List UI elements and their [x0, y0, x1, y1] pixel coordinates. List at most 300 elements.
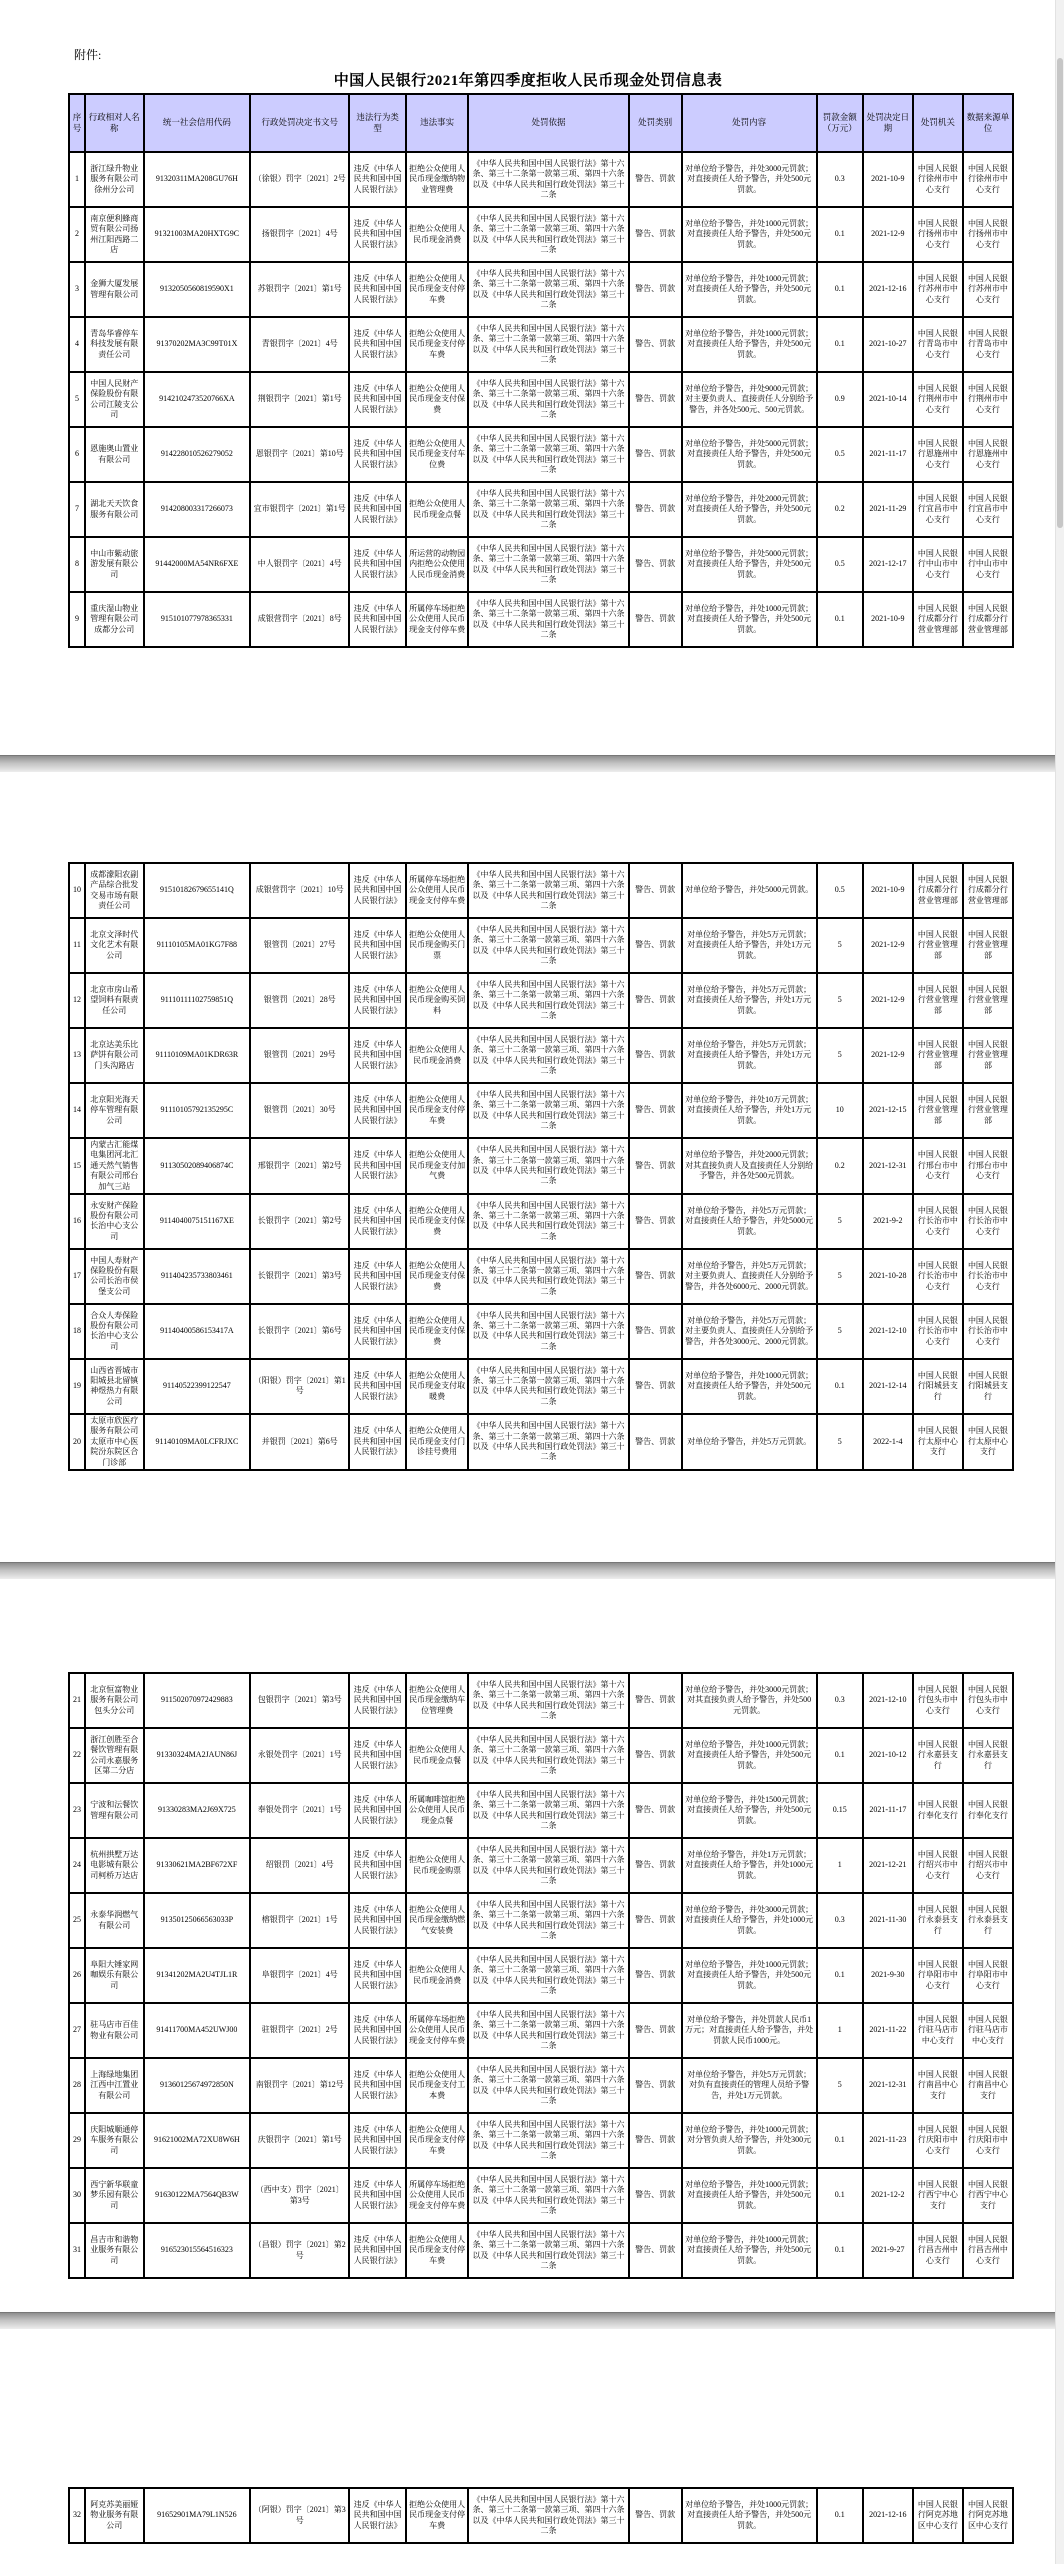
table-row: [69, 1838, 1013, 1893]
cell-category: 警告、罚款: [629, 1359, 682, 1414]
cell-doc-number: 荆银罚字〔2021〕第1号: [250, 372, 349, 427]
cell-amount: 0.15: [817, 1783, 863, 1838]
table-row: [69, 1783, 1013, 1838]
cell-organ: 中国人民银行长治市中心支行: [913, 1194, 963, 1249]
cell-name: 宁波和沄餐饮管理有限公司: [85, 1783, 144, 1838]
cell-violation-type: 违反《中华人民共和国中国人民银行法》: [349, 1783, 406, 1838]
cell-amount: 1: [817, 1838, 863, 1893]
cell-credit-code: 91330283MA2J69X725: [144, 1783, 251, 1838]
cell-content: 对单位给予警告，并处1000元罚款；对直接责任人给予警告，并处500元罚款。: [682, 2488, 817, 2543]
table-row: [69, 1138, 1013, 1194]
cell-basis: 《中华人民共和国中国人民银行法》第十六条、第三十二条第一款第三项、第四十六条以及《中华人民共和国行政处罚法》第三十二条: [468, 1138, 628, 1194]
cell-content: 对单位给予警告，并处5000元罚款；对直接责任人给予警告，并处500元罚款。: [682, 427, 817, 482]
table-row: [69, 537, 1013, 592]
scrollbar-thumb[interactable]: [1057, 58, 1063, 528]
cell-index: 31: [69, 2223, 85, 2278]
table-row: [69, 372, 1013, 427]
cell-index: 25: [69, 1893, 85, 1948]
cell-amount: 0.9: [817, 372, 863, 427]
cell-index: 24: [69, 1838, 85, 1893]
cell-date: 2021-12-14: [863, 1359, 913, 1414]
page-1: [0, 0, 1056, 755]
cell-credit-code: 911502070972429883: [144, 1673, 251, 1728]
vertical-scrollbar[interactable]: [1055, 0, 1064, 2564]
cell-credit-code: 9132050560819590X1: [144, 262, 251, 317]
cell-doc-number: 奉银处罚字〔2021〕1号: [250, 1783, 349, 1838]
cell-amount: 0.2: [817, 1138, 863, 1194]
cell-amount: 5: [817, 1194, 863, 1249]
cell-fact: 拒绝公众使用人民币现金支付取暖费: [406, 1359, 468, 1414]
column-header-fact: 违法事实: [406, 94, 468, 152]
cell-index: 20: [69, 1414, 85, 1470]
cell-amount: 5: [817, 973, 863, 1028]
cell-name: 重庆湿山物业管理有限公司成都分公司: [85, 592, 144, 647]
cell-basis: 《中华人民共和国中国人民银行法》第十六条、第三十二条第一款第三项、第四十六条以及《中华人民共和国行政处罚法》第三十二条: [468, 427, 628, 482]
cell-index: 26: [69, 1948, 85, 2003]
cell-name: 浙江绿升物业服务有限公司徐州分公司: [85, 152, 144, 207]
cell-name: 成都濛阳农副产品综合批发交易市场有限责任公司: [85, 863, 144, 918]
cell-doc-number: 并银罚〔2021〕第6号: [250, 1414, 349, 1470]
cell-date: 2021-12-10: [863, 1673, 913, 1728]
cell-content: 对单位给予警告，并处3000元罚款；对直接责任人给予警告，并处500元罚款。: [682, 152, 817, 207]
cell-date: 2021-11-30: [863, 1893, 913, 1948]
cell-index: 21: [69, 1673, 85, 1728]
cell-violation-type: 违反《中华人民共和国中国人民银行法》: [349, 372, 406, 427]
cell-credit-code: 91140109MA0LCFRJXC: [144, 1414, 251, 1470]
cell-amount: 1: [817, 2003, 863, 2058]
cell-date: 2021-12-9: [863, 973, 913, 1028]
cell-organ: 中国人民银行青岛市中心支行: [913, 317, 963, 372]
cell-category: 警告、罚款: [629, 1783, 682, 1838]
cell-category: 警告、罚款: [629, 973, 682, 1028]
cell-date: 2021-10-27: [863, 317, 913, 372]
cell-index: 29: [69, 2113, 85, 2168]
cell-name: 中国人寿财产保险股份有限公司长治市侯堡支公司: [85, 1249, 144, 1304]
cell-basis: 《中华人民共和国中国人民银行法》第十六条、第三十二条第一款第三项、第四十六条以及《中华人民共和国行政处罚法》第三十二条: [468, 2223, 628, 2278]
cell-basis: 《中华人民共和国中国人民银行法》第十六条、第三十二条第一款第三项、第四十六条以及《中华人民共和国行政处罚法》第三十二条: [468, 152, 628, 207]
cell-organ: 中国人民银行营业管理部: [913, 1083, 963, 1138]
cell-date: 2021-12-9: [863, 1028, 913, 1083]
cell-category: 警告、罚款: [629, 1893, 682, 1948]
cell-doc-number: 恩银罚字〔2021〕第10号: [250, 427, 349, 482]
cell-category: 警告、罚款: [629, 317, 682, 372]
cell-fact: 拒绝公众使用人民币现金支付工本费: [406, 2058, 468, 2113]
cell-basis: 《中华人民共和国中国人民银行法》第十六条、第三十二条第一款第三项、第四十六条以及《中华人民共和国行政处罚法》第三十二条: [468, 592, 628, 647]
cell-fact: 拒绝公众使用人民币现金支付门诊挂号费用: [406, 1414, 468, 1470]
cell-amount: 0.2: [817, 482, 863, 537]
cell-basis: 《中华人民共和国中国人民银行法》第十六条、第三十二条第一款第三项、第四十六条以及《中华人民共和国行政处罚法》第三十二条: [468, 1948, 628, 2003]
cell-index: 14: [69, 1083, 85, 1138]
cell-index: 10: [69, 863, 85, 918]
cell-category: 警告、罚款: [629, 1414, 682, 1470]
cell-fact: 拒绝公众使用人民币现金点餐: [406, 482, 468, 537]
cell-category: 警告、罚款: [629, 1304, 682, 1359]
cell-doc-number: 阜银罚字〔2021〕4号: [250, 1948, 349, 2003]
cell-date: 2021-11-17: [863, 427, 913, 482]
cell-fact: 拒绝公众使用人民币现金支付保费: [406, 1304, 468, 1359]
cell-fact: 所属停车场拒绝公众使用人民币现金支付停车费: [406, 2168, 468, 2223]
cell-credit-code: 91110109MA01KDR63R: [144, 1028, 251, 1083]
cell-credit-code: 911404235733803461: [144, 1249, 251, 1304]
cell-basis: 《中华人民共和国中国人民银行法》第十六条、第三十二条第一款第三项、第四十六条以及《中华人民共和国行政处罚法》第三十二条: [468, 1783, 628, 1838]
cell-fact: 拒绝公众使用人民币现金支付停车费: [406, 317, 468, 372]
cell-index: 5: [69, 372, 85, 427]
table-row: [69, 317, 1013, 372]
cell-fact: 拒绝公众使用人民币现金点餐: [406, 1728, 468, 1783]
cell-doc-number: 扬银罚字〔2021〕4号: [250, 207, 349, 262]
cell-basis: 《中华人民共和国中国人民银行法》第十六条、第三十二条第一款第三项、第四十六条以及《中华人民共和国行政处罚法》第三十二条: [468, 1838, 628, 1893]
cell-organ: 中国人民银行恩施州中心支行: [913, 427, 963, 482]
cell-source: 中国人民银行宜昌市中心支行: [963, 482, 1013, 537]
cell-index: 30: [69, 2168, 85, 2223]
cell-date: 2021-9-30: [863, 1948, 913, 2003]
table-row: [69, 1028, 1013, 1083]
table-row: [69, 1359, 1013, 1414]
cell-violation-type: 违反《中华人民共和国中国人民银行法》: [349, 1028, 406, 1083]
cell-credit-code: 916523015564516323: [144, 2223, 251, 2278]
cell-basis: 《中华人民共和国中国人民银行法》第十六条、第三十二条第一款第三项、第四十六条以及《中华人民共和国行政处罚法》第三十二条: [468, 918, 628, 973]
cell-credit-code: 91110105792135295C: [144, 1083, 251, 1138]
cell-doc-number: 成银营罚字〔2021〕10号: [250, 863, 349, 918]
cell-date: 2021-10-9: [863, 863, 913, 918]
cell-content: 对单位给予警告，并处1万元罚款；对直接责任人给予警告，并处1000元罚款。: [682, 1838, 817, 1893]
cell-basis: 《中华人民共和国中国人民银行法》第十六条、第三十二条第一款第三项、第四十六条以及《中华人民共和国行政处罚法》第三十二条: [468, 317, 628, 372]
cell-fact: 拒绝公众使用人民币现金购票: [406, 1838, 468, 1893]
cell-violation-type: 违反《中华人民共和国中国人民银行法》: [349, 863, 406, 918]
cell-violation-type: 违反《中华人民共和国中国人民银行法》: [349, 1304, 406, 1359]
table-row: [69, 1948, 1013, 2003]
cell-organ: 中国人民银行南昌中心支行: [913, 2058, 963, 2113]
cell-name: 北京达美乐比萨饼有限公司门头沟路店: [85, 1028, 144, 1083]
table-row: [69, 2003, 1013, 2058]
cell-source: 中国人民银行营业管理部: [963, 1083, 1013, 1138]
cell-amount: 0.1: [817, 2488, 863, 2543]
table-row: [69, 973, 1013, 1028]
cell-doc-number: 银管罚〔2021〕29号: [250, 1028, 349, 1083]
cell-violation-type: 违反《中华人民共和国中国人民银行法》: [349, 1838, 406, 1893]
cell-organ: 中国人民银行营业管理部: [913, 973, 963, 1028]
cell-organ: 中国人民银行庆阳市中心支行: [913, 2113, 963, 2168]
cell-category: 警告、罚款: [629, 537, 682, 592]
cell-index: 12: [69, 973, 85, 1028]
cell-date: 2021-10-28: [863, 1249, 913, 1304]
cell-index: 27: [69, 2003, 85, 2058]
cell-name: 阿克苏美丽娅物业服务有限公司: [85, 2488, 144, 2543]
cell-fact: 所属停车场拒绝公众使用人民币现金支付停车费: [406, 2003, 468, 2058]
table-row: [69, 1194, 1013, 1249]
cell-category: 警告、罚款: [629, 2113, 682, 2168]
cell-doc-number: 宜市银罚字〔2021〕第1号: [250, 482, 349, 537]
cell-amount: 0.1: [817, 1728, 863, 1783]
cell-credit-code: 91110111102759851Q: [144, 973, 251, 1028]
cell-amount: 5: [817, 1028, 863, 1083]
cell-credit-code: 9114040075151167XE: [144, 1194, 251, 1249]
cell-basis: 《中华人民共和国中国人民银行法》第十六条、第三十二条第一款第三项、第四十六条以及《中华人民共和国行政处罚法》第三十二条: [468, 372, 628, 427]
cell-source: 中国人民银行营业管理部: [963, 973, 1013, 1028]
table-row: [69, 2058, 1013, 2113]
cell-source: 中国人民银行南昌中心支行: [963, 2058, 1013, 2113]
cell-source: 中国人民银行奉化支行: [963, 1783, 1013, 1838]
cell-doc-number: 青银罚字〔2021〕4号: [250, 317, 349, 372]
cell-credit-code: 91350125066563033P: [144, 1893, 251, 1948]
cell-date: 2021-11-22: [863, 2003, 913, 2058]
cell-credit-code: 91330621MA2BF672XF: [144, 1838, 251, 1893]
cell-amount: 0.3: [817, 152, 863, 207]
cell-category: 警告、罚款: [629, 1249, 682, 1304]
cell-fact: 拒绝公众使用人民币现金支付加气费: [406, 1138, 468, 1194]
cell-date: 2021-12-31: [863, 1138, 913, 1194]
cell-amount: 0.1: [817, 262, 863, 317]
cell-basis: 《中华人民共和国中国人民银行法》第十六条、第三十二条第一款第三项、第四十六条以及《中华人民共和国行政处罚法》第三十二条: [468, 2058, 628, 2113]
cell-name: 驻马店市百佳物业有限公司: [85, 2003, 144, 2058]
cell-organ: 中国人民银行长治市中心支行: [913, 1304, 963, 1359]
cell-doc-number: 邢银罚字〔2021〕第2号: [250, 1138, 349, 1194]
cell-violation-type: 违反《中华人民共和国中国人民银行法》: [349, 2488, 406, 2543]
cell-date: 2021-9-2: [863, 1194, 913, 1249]
cell-fact: 拒绝公众使用人民币现金缴纳车位管理费: [406, 1673, 468, 1728]
cell-source: 中国人民银行荆州市中心支行: [963, 372, 1013, 427]
cell-violation-type: 违反《中华人民共和国中国人民银行法》: [349, 2003, 406, 2058]
cell-doc-number: 庆银罚字〔2021〕第1号: [250, 2113, 349, 2168]
cell-basis: 《中华人民共和国中国人民银行法》第十六条、第三十二条第一款第三项、第四十六条以及《中华人民共和国行政处罚法》第三十二条: [468, 1249, 628, 1304]
cell-category: 警告、罚款: [629, 2168, 682, 2223]
cell-source: 中国人民银行营业管理部: [963, 1028, 1013, 1083]
cell-content: 对单位给予警告，并处1500元罚款；对直接责任人给予警告，并处500元罚款。: [682, 1783, 817, 1838]
cell-credit-code: 91510182679655141Q: [144, 863, 251, 918]
cell-source: 中国人民银行长治市中心支行: [963, 1304, 1013, 1359]
cell-name: 内蒙古汇能煤电集团河北汇通天然气销售有限公司邢台加气三站: [85, 1138, 144, 1194]
cell-organ: 中国人民银行营业管理部: [913, 1028, 963, 1083]
penalty-table-page-3: [68, 1672, 1014, 2279]
cell-basis: 《中华人民共和国中国人民银行法》第十六条、第三十二条第一款第三项、第四十六条以及《中华人民共和国行政处罚法》第三十二条: [468, 537, 628, 592]
cell-date: 2021-12-21: [863, 1838, 913, 1893]
cell-index: 19: [69, 1359, 85, 1414]
cell-fact: 所属停车场拒绝公众使用人民币现金支付停车费: [406, 592, 468, 647]
cell-content: 对单位给予警告，并处1000元罚款；对分管负责人给予警告，并处300元罚款。: [682, 2113, 817, 2168]
cell-content: 对单位给予警告，并处5万元罚款；对直接责任人给予警告，并处1万元罚款。: [682, 973, 817, 1028]
cell-doc-number: 长银罚字〔2021〕第2号: [250, 1194, 349, 1249]
cell-category: 警告、罚款: [629, 1728, 682, 1783]
page-separator: [0, 1562, 1056, 1579]
cell-organ: 中国人民银行奉化支行: [913, 1783, 963, 1838]
cell-name: 北京市房山希望饲料有限责任公司: [85, 973, 144, 1028]
column-header-basis: 处罚依据: [468, 94, 628, 152]
cell-credit-code: 915101077978365331: [144, 592, 251, 647]
cell-index: 13: [69, 1028, 85, 1083]
column-header-date: 处罚决定日期: [863, 94, 913, 152]
table-body-page-3: [69, 1673, 1013, 2278]
cell-credit-code: 91110105MA01KG7F88: [144, 918, 251, 973]
cell-source: 中国人民银行阿克苏地区中心支行: [963, 2488, 1013, 2543]
cell-fact: 所属咖啡馆拒绝公众使用人民币现金点餐: [406, 1783, 468, 1838]
column-header-violation-type: 违法行为类型: [349, 94, 406, 152]
cell-organ: 中国人民银行昌吉州中心支行: [913, 2223, 963, 2278]
cell-doc-number: 永银处罚字〔2021〕1号: [250, 1728, 349, 1783]
table-row: [69, 2168, 1013, 2223]
cell-amount: 5: [817, 1304, 863, 1359]
cell-amount: 0.1: [817, 2113, 863, 2168]
penalty-table-page-1: [68, 93, 1014, 648]
cell-name: 西宁新华联童梦乐园有限公司: [85, 2168, 144, 2223]
cell-amount: 0.1: [817, 1359, 863, 1414]
cell-doc-number: 银管罚〔2021〕28号: [250, 973, 349, 1028]
cell-source: 中国人民银行徐州市中心支行: [963, 152, 1013, 207]
cell-date: 2021-10-14: [863, 372, 913, 427]
cell-doc-number: 包银罚字〔2021〕第3号: [250, 1673, 349, 1728]
cell-amount: 10: [817, 1083, 863, 1138]
cell-date: 2021-10-9: [863, 592, 913, 647]
cell-doc-number: （徐银）罚字〔2021〕2号: [250, 152, 349, 207]
cell-doc-number: 驻银罚字〔2021〕2号: [250, 2003, 349, 2058]
cell-name: 山西省晋城市阳城县北留镇神煜热力有限公司: [85, 1359, 144, 1414]
cell-amount: 0.5: [817, 537, 863, 592]
cell-source: 中国人民银行成都分行营业管理部: [963, 592, 1013, 647]
cell-content: 对单位给予警告，并处1000元罚款；对直接责任人给予警告，并处500元罚款。: [682, 2223, 817, 2278]
cell-name: 南京便利蜂商贸有限公司扬州江阳西路二店: [85, 207, 144, 262]
table-row: [69, 2223, 1013, 2278]
cell-doc-number: 成银营罚字〔2021〕8号: [250, 592, 349, 647]
cell-amount: 0.1: [817, 2223, 863, 2278]
cell-violation-type: 违反《中华人民共和国中国人民银行法》: [349, 2168, 406, 2223]
cell-violation-type: 违反《中华人民共和国中国人民银行法》: [349, 2113, 406, 2168]
cell-index: 23: [69, 1783, 85, 1838]
cell-credit-code: 91630122MA7564QB3W: [144, 2168, 251, 2223]
cell-doc-number: 长银罚字〔2021〕第6号: [250, 1304, 349, 1359]
cell-doc-number: 银管罚〔2021〕27号: [250, 918, 349, 973]
cell-organ: 中国人民银行荆州市中心支行: [913, 372, 963, 427]
cell-category: 警告、罚款: [629, 1194, 682, 1249]
cell-index: 2: [69, 207, 85, 262]
cell-source: 中国人民银行庆阳市中心支行: [963, 2113, 1013, 2168]
cell-date: 2022-1-4: [863, 1414, 913, 1470]
cell-date: 2021-9-27: [863, 2223, 913, 2278]
cell-organ: 中国人民银行驻马店市中心支行: [913, 2003, 963, 2058]
cell-credit-code: 91341202MA2U4TJL1R: [144, 1948, 251, 2003]
cell-date: 2021-12-9: [863, 918, 913, 973]
cell-name: 北京阳光海天停车管理有限公司: [85, 1083, 144, 1138]
cell-basis: 《中华人民共和国中国人民银行法》第十六条、第三十二条第一款第三项、第四十六条以及《中华人民共和国行政处罚法》第三十二条: [468, 2113, 628, 2168]
cell-fact: 所运营的动物园内拒绝公众使用人民币现金消费: [406, 537, 468, 592]
cell-violation-type: 违反《中华人民共和国中国人民银行法》: [349, 592, 406, 647]
cell-index: 15: [69, 1138, 85, 1194]
cell-source: 中国人民银行恩施州中心支行: [963, 427, 1013, 482]
table-body-page-2: [69, 863, 1013, 1470]
cell-content: 对单位给予警告，并处1000元罚款；对直接责任人给予警告，并处500元罚款。: [682, 207, 817, 262]
cell-name: 湖北天天饮食服务有限公司: [85, 482, 144, 537]
cell-index: 18: [69, 1304, 85, 1359]
cell-date: 2021-11-17: [863, 1783, 913, 1838]
table-header: [69, 94, 1013, 152]
cell-organ: 中国人民银行苏州市中心支行: [913, 262, 963, 317]
page-title: 中国人民银行2021年第四季度拒收人民币现金处罚信息表: [333, 73, 723, 89]
cell-basis: 《中华人民共和国中国人民银行法》第十六条、第三十二条第一款第三项、第四十六条以及《中华人民共和国行政处罚法》第三十二条: [468, 2003, 628, 2058]
cell-source: 中国人民银行邢台市中心支行: [963, 1138, 1013, 1194]
cell-source: 中国人民银行驻马店市中心支行: [963, 2003, 1013, 2058]
cell-basis: 《中华人民共和国中国人民银行法》第十六条、第三十二条第一款第三项、第四十六条以及《中华人民共和国行政处罚法》第三十二条: [468, 2488, 628, 2543]
cell-credit-code: 91330324MA2JAUN86J: [144, 1728, 251, 1783]
cell-violation-type: 违反《中华人民共和国中国人民银行法》: [349, 918, 406, 973]
cell-amount: 0.3: [817, 1893, 863, 1948]
column-header-amount: 罚款金额（万元）: [817, 94, 863, 152]
cell-category: 警告、罚款: [629, 2003, 682, 2058]
cell-content: 对单位给予警告，并处5万元罚款；对主要负责人、直接责任人分别给予警告，并各处3000元、2000元罚款。: [682, 1304, 817, 1359]
cell-organ: 中国人民银行扬州市中心支行: [913, 207, 963, 262]
cell-organ: 中国人民银行绍兴市中心支行: [913, 1838, 963, 1893]
cell-violation-type: 违反《中华人民共和国中国人民银行法》: [349, 2223, 406, 2278]
cell-organ: 中国人民银行宜昌市中心支行: [913, 482, 963, 537]
cell-organ: 中国人民银行阜阳市中心支行: [913, 1948, 963, 2003]
cell-name: 北京文泽时代文化艺术有限公司: [85, 918, 144, 973]
table-row: [69, 1083, 1013, 1138]
cell-organ: 中国人民银行包头市中心支行: [913, 1673, 963, 1728]
cell-content: 对单位给予警告，并处5万元罚款；对直接责任人给予警告，并处1万元罚款。: [682, 1028, 817, 1083]
attachment-label: 附件:: [74, 48, 102, 62]
cell-source: 中国人民银行永泰县支行: [963, 1893, 1013, 1948]
table-row: [69, 1728, 1013, 1783]
table-row: [69, 1673, 1013, 1728]
cell-fact: 拒绝公众使用人民币现金支付停车费: [406, 2223, 468, 2278]
cell-name: 永安财产保险股份有限公司长治中心支公司: [85, 1194, 144, 1249]
table-row: [69, 863, 1013, 918]
cell-amount: 0.1: [817, 1948, 863, 2003]
cell-fact: 拒绝公众使用人民币现金购买门票: [406, 918, 468, 973]
page-2: [0, 772, 1056, 1562]
cell-name: 中山市紫动旅游发展有限公司: [85, 537, 144, 592]
cell-index: 22: [69, 1728, 85, 1783]
cell-date: 2021-11-29: [863, 482, 913, 537]
cell-index: 11: [69, 918, 85, 973]
cell-credit-code: 91652901MA79L1N526: [144, 2488, 251, 2543]
cell-organ: 中国人民银行阿克苏地区中心支行: [913, 2488, 963, 2543]
cell-index: 7: [69, 482, 85, 537]
table-row: [69, 152, 1013, 207]
cell-index: 3: [69, 262, 85, 317]
cell-doc-number: 榕银罚字〔2021〕1号: [250, 1893, 349, 1948]
cell-source: 中国人民银行苏州市中心支行: [963, 262, 1013, 317]
cell-category: 警告、罚款: [629, 2488, 682, 2543]
cell-category: 警告、罚款: [629, 2223, 682, 2278]
cell-basis: 《中华人民共和国中国人民银行法》第十六条、第三十二条第一款第三项、第四十六条以及《中华人民共和国行政处罚法》第三十二条: [468, 1304, 628, 1359]
cell-index: 9: [69, 592, 85, 647]
cell-index: 8: [69, 537, 85, 592]
cell-fact: 拒绝公众使用人民币现金支付停车费: [406, 262, 468, 317]
table-body-page-4: [69, 2488, 1013, 2543]
cell-amount: 0.1: [817, 207, 863, 262]
table-body-page-1: [69, 152, 1013, 647]
cell-organ: 中国人民银行永嘉县支行: [913, 1728, 963, 1783]
cell-amount: 0.1: [817, 317, 863, 372]
cell-index: 32: [69, 2488, 85, 2543]
cell-basis: 《中华人民共和国中国人民银行法》第十六条、第三十二条第一款第三项、第四十六条以及《中华人民共和国行政处罚法》第三十二条: [468, 1028, 628, 1083]
cell-fact: 拒绝公众使用人民币现金缴纳燃气安装费: [406, 1893, 468, 1948]
cell-date: 2021-12-15: [863, 1083, 913, 1138]
cell-content: 对单位给予警告，并处2000元罚款；对其直接负责人及直接责任人分别给予警告，并各处500元罚款。: [682, 1138, 817, 1194]
cell-source: 中国人民银行西宁中心支行: [963, 2168, 1013, 2223]
cell-name: 恩施奥山置业有限公司: [85, 427, 144, 482]
cell-doc-number: 苏银罚字〔2021〕第1号: [250, 262, 349, 317]
cell-content: 对单位给予警告，并处1000元罚款；对直接责任人给予警告，并处500元罚款。: [682, 1728, 817, 1783]
cell-organ: 中国人民银行西宁中心支行: [913, 2168, 963, 2223]
cell-content: 对单位给予警告，并处5万元罚款；对负有直接责任的管理人员给予警告，并处1万元罚款。: [682, 2058, 817, 2113]
cell-basis: 《中华人民共和国中国人民银行法》第十六条、第三十二条第一款第三项、第四十六条以及《中华人民共和国行政处罚法》第三十二条: [468, 1194, 628, 1249]
cell-category: 警告、罚款: [629, 1083, 682, 1138]
cell-index: 4: [69, 317, 85, 372]
cell-date: 2021-12-17: [863, 537, 913, 592]
cell-fact: 拒绝公众使用人民币现金消费: [406, 1028, 468, 1083]
cell-violation-type: 违反《中华人民共和国中国人民银行法》: [349, 537, 406, 592]
cell-category: 警告、罚款: [629, 262, 682, 317]
cell-violation-type: 违反《中华人民共和国中国人民银行法》: [349, 1138, 406, 1194]
